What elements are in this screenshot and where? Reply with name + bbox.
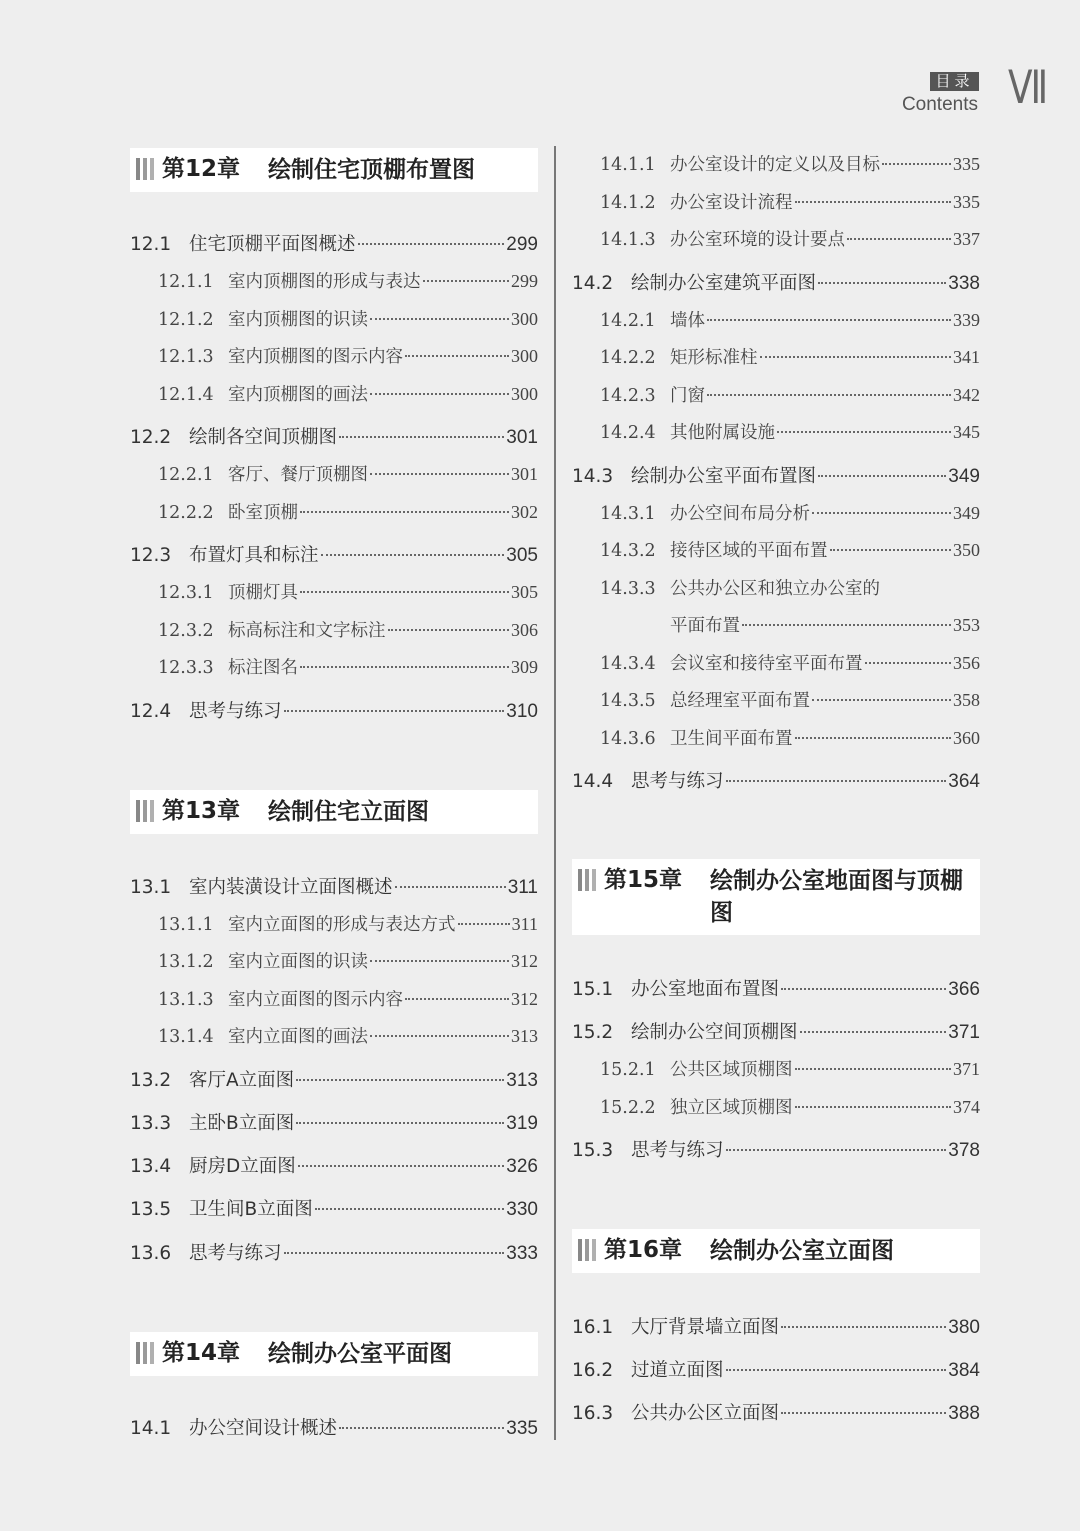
entry-page: 364 <box>948 771 980 792</box>
entry-title: 室内立面图的图示内容 <box>228 990 403 1010</box>
entry-page: 299 <box>511 271 538 291</box>
toc-entry-13-2[interactable] <box>130 1066 538 1094</box>
entry-number: 16.3 <box>572 1403 614 1424</box>
entry-title: 标注图名 <box>228 658 298 678</box>
chapter-number: 第13章 <box>162 798 241 824</box>
toc-entry-14-2-1[interactable] <box>572 307 980 335</box>
entry-page: 339 <box>953 310 980 330</box>
entry-title: 公共区域顶棚图 <box>670 1060 793 1080</box>
entry-page: 356 <box>953 653 980 673</box>
entry-page: 313 <box>511 1026 538 1046</box>
entry-title: 厨房D立面图 <box>189 1156 296 1177</box>
toc-entry-14-2-3[interactable] <box>572 382 980 410</box>
entry-title: 过道立面图 <box>631 1360 724 1381</box>
entry-number: 12.3.3 <box>158 658 214 678</box>
toc-entry-12-1-1[interactable] <box>130 268 538 296</box>
chapter-title: 绘制住宅顶棚布置图 <box>268 157 475 183</box>
leader-dots <box>370 393 509 395</box>
entry-page: 341 <box>953 347 980 367</box>
toc-entry-12-3-1[interactable] <box>130 579 538 607</box>
leader-dots <box>458 923 510 925</box>
entry-number: 13.3 <box>130 1113 172 1134</box>
entry-number: 12.1 <box>130 234 172 255</box>
entry-title: 顶棚灯具 <box>228 583 298 603</box>
entry-title: 室内顶棚图的识读 <box>228 310 368 330</box>
chapter-14-heading[interactable] <box>130 1332 538 1376</box>
entry-page: 335 <box>953 154 980 174</box>
toc-entry-12-1[interactable] <box>130 230 538 258</box>
leader-dots <box>405 355 509 357</box>
entry-title: 卫生间B立面图 <box>189 1199 313 1220</box>
leader-dots <box>395 886 506 888</box>
leader-dots <box>818 475 946 477</box>
entry-title: 总经理室平面布置 <box>670 691 810 711</box>
toc-entry-14-1[interactable] <box>130 1414 538 1442</box>
entry-title: 绘制各空间顶棚图 <box>189 427 338 448</box>
entry-title: 办公室设计流程 <box>670 193 793 213</box>
entry-page: 310 <box>506 701 538 722</box>
toc-entry-13-1-2[interactable] <box>130 948 538 976</box>
contents-subtitle: Contents <box>901 94 978 115</box>
leader-dots <box>315 1208 505 1210</box>
entry-title: 室内立面图的识读 <box>228 952 368 972</box>
leader-dots <box>726 1369 947 1371</box>
chapter-bars-icon <box>136 158 154 180</box>
entry-title: 思考与练习 <box>631 771 724 792</box>
entry-title: 标高标注和文字标注 <box>228 621 386 641</box>
entry-page: 335 <box>953 192 980 212</box>
entry-page: 378 <box>948 1140 980 1161</box>
entry-number: 12.2.2 <box>158 503 214 523</box>
entry-title: 室内顶棚图的画法 <box>228 385 368 405</box>
entry-number: 15.1 <box>572 979 614 1000</box>
entry-page: 371 <box>953 1059 980 1079</box>
entry-number: 15.2.2 <box>600 1098 656 1118</box>
leader-dots <box>405 998 509 1000</box>
leader-dots <box>370 318 509 320</box>
toc-entry-12-3[interactable] <box>130 541 538 569</box>
leader-dots <box>882 163 951 165</box>
entry-number: 12.1.1 <box>158 272 214 292</box>
entry-number: 14.3.1 <box>600 504 656 524</box>
entry-number: 16.2 <box>572 1360 614 1381</box>
entry-title: 室内顶棚图的形成与表达 <box>228 272 421 292</box>
column-divider <box>554 146 556 1440</box>
entry-title: 公共办公区和独立办公室的 <box>670 579 880 599</box>
entry-number: 12.3.2 <box>158 621 214 641</box>
toc-entry-16-1[interactable] <box>572 1313 980 1341</box>
chapter-title: 绘制办公室地面图与顶棚图 <box>710 868 963 926</box>
entry-number: 14.1 <box>130 1418 172 1439</box>
toc-entry-15-1[interactable] <box>572 975 980 1003</box>
entry-page: 335 <box>506 1418 538 1439</box>
entry-page: 300 <box>511 346 538 366</box>
toc-entry-15-3[interactable] <box>572 1136 980 1164</box>
toc-entry-14-3-3[interactable] <box>572 575 980 603</box>
entry-page: 312 <box>511 989 538 1009</box>
leader-dots <box>339 1427 504 1429</box>
entry-page: 299 <box>506 234 538 255</box>
toc-entry-12-3-2[interactable] <box>130 617 538 645</box>
entry-title: 门窗 <box>670 386 705 406</box>
entry-number: 12.1.2 <box>158 310 214 330</box>
entry-page: 374 <box>953 1097 980 1117</box>
entry-number: 12.1.4 <box>158 385 214 405</box>
entry-page: 311 <box>511 914 538 934</box>
entry-title: 客厅、餐厅顶棚图 <box>228 465 368 485</box>
toc-entry-12-1-3[interactable] <box>130 343 538 371</box>
entry-page: 326 <box>506 1156 538 1177</box>
entry-page: 358 <box>953 690 980 710</box>
entry-title: 室内立面图的形成与表达方式 <box>228 915 456 935</box>
entry-number: 13.1.3 <box>158 990 214 1010</box>
entry-page: 309 <box>511 657 538 677</box>
toc-entry-14-3-2[interactable] <box>572 537 980 565</box>
toc-entry-14-1-1[interactable] <box>572 151 980 179</box>
toc-entry-14-1-3[interactable] <box>572 226 980 254</box>
entry-title: 独立区域顶棚图 <box>670 1098 793 1118</box>
entry-page: 301 <box>506 427 538 448</box>
entry-number: 15.3 <box>572 1140 614 1161</box>
chapter-15-heading[interactable] <box>572 859 980 935</box>
entry-title: 办公室环境的设计要点 <box>670 230 845 250</box>
leader-dots <box>298 1165 505 1167</box>
leader-dots <box>296 1122 504 1124</box>
entry-title: 室内顶棚图的图示内容 <box>228 347 403 367</box>
entry-page: 366 <box>948 979 980 1000</box>
toc-entry-16-2[interactable] <box>572 1356 980 1384</box>
leader-dots <box>760 356 952 358</box>
leader-dots <box>777 431 951 433</box>
entry-number: 12.2 <box>130 427 172 448</box>
entry-page: 380 <box>948 1317 980 1338</box>
entry-title: 住宅顶棚平面图概述 <box>189 234 356 255</box>
entry-title: 主卧B立面图 <box>189 1113 295 1134</box>
leader-dots <box>865 662 952 664</box>
leader-dots <box>370 473 509 475</box>
entry-title: 思考与练习 <box>189 1243 282 1264</box>
entry-title: 矩形标准柱 <box>670 348 758 368</box>
toc-entry-14-2-4[interactable] <box>572 419 980 447</box>
toc-entry-14-2-2[interactable] <box>572 344 980 372</box>
leader-dots <box>781 1412 946 1414</box>
toc-entry-12-2-2[interactable] <box>130 499 538 527</box>
entry-page: 350 <box>953 540 980 560</box>
leader-dots <box>339 436 504 438</box>
leader-dots <box>300 511 509 513</box>
entry-title: 绘制办公室建筑平面图 <box>631 273 817 294</box>
entry-page: 333 <box>506 1243 538 1264</box>
entry-title: 卧室顶棚 <box>228 503 298 523</box>
page-number: Ⅶ <box>1008 62 1047 113</box>
chapter-number: 第14章 <box>162 1340 241 1366</box>
toc-entry-16-3[interactable] <box>572 1399 980 1427</box>
entry-number: 14.3 <box>572 466 614 487</box>
toc-entry-12-2-1[interactable] <box>130 461 538 489</box>
entry-number: 14.3.6 <box>600 729 656 749</box>
entry-number: 13.1.4 <box>158 1027 214 1047</box>
entry-number: 12.1.3 <box>158 347 214 367</box>
toc-entry-14-2[interactable] <box>572 269 980 297</box>
leader-dots <box>812 699 951 701</box>
entry-page: 311 <box>507 877 538 898</box>
toc-entry-12-1-2[interactable] <box>130 306 538 334</box>
entry-page: 301 <box>511 464 538 484</box>
entry-title: 办公室设计的定义以及目标 <box>670 155 880 175</box>
toc-entry-14-3[interactable] <box>572 462 980 490</box>
toc-entry-14-1-2[interactable] <box>572 189 980 217</box>
entry-page: 337 <box>953 229 980 249</box>
leader-dots <box>370 1035 509 1037</box>
entry-number: 14.2.1 <box>600 311 656 331</box>
toc-entry-14-3-3-cont[interactable] <box>572 612 980 640</box>
chapter-16-heading[interactable] <box>572 1229 980 1273</box>
entry-page: 345 <box>953 422 980 442</box>
entry-number: 12.2.1 <box>158 465 214 485</box>
entry-number: 16.1 <box>572 1317 614 1338</box>
toc-entry-12-3-3[interactable] <box>130 654 538 682</box>
entry-page: 384 <box>948 1360 980 1381</box>
entry-page: 330 <box>506 1199 538 1220</box>
toc-entry-15-2-2[interactable] <box>572 1094 980 1122</box>
entry-page: 305 <box>506 545 538 566</box>
entry-title: 布置灯具和标注 <box>189 545 319 566</box>
toc-entry-13-1-1[interactable] <box>130 911 538 939</box>
toc-entry-14-4[interactable] <box>572 767 980 795</box>
toc-entry-13-3[interactable] <box>130 1109 538 1137</box>
entry-number: 15.2.1 <box>600 1060 656 1080</box>
leader-dots <box>795 1068 952 1070</box>
leader-dots <box>726 1149 947 1151</box>
leader-dots <box>284 710 505 712</box>
leader-dots <box>707 394 951 396</box>
entry-title: 其他附属设施 <box>670 423 775 443</box>
chapter-title: 绘制办公室平面图 <box>268 1341 452 1367</box>
entry-number: 12.3 <box>130 545 172 566</box>
toc-entry-12-2[interactable] <box>130 423 538 451</box>
entry-title: 室内装潢设计立面图概述 <box>189 877 393 898</box>
toc-entry-13-5[interactable] <box>130 1195 538 1223</box>
toc-entry-13-1-3[interactable] <box>130 986 538 1014</box>
entry-title: 客厅A立面图 <box>189 1070 295 1091</box>
entry-title: 公共办公区立面图 <box>631 1403 780 1424</box>
entry-number: 13.6 <box>130 1243 172 1264</box>
toc-entry-12-1-4[interactable] <box>130 381 538 409</box>
chapter-bars-icon <box>136 1342 154 1364</box>
entry-number: 14.2 <box>572 273 614 294</box>
entry-page: 338 <box>948 273 980 294</box>
entry-number: 13.4 <box>130 1156 172 1177</box>
entry-number: 14.2.2 <box>600 348 656 368</box>
leader-dots <box>321 554 505 556</box>
entry-number: 14.2.4 <box>600 423 656 443</box>
entry-number: 14.2.3 <box>600 386 656 406</box>
leader-dots <box>781 1326 946 1328</box>
entry-page: 360 <box>953 728 980 748</box>
entry-title: 墙体 <box>670 311 705 331</box>
entry-page: 349 <box>948 466 980 487</box>
entry-page: 312 <box>511 951 538 971</box>
entry-page: 300 <box>511 309 538 329</box>
entry-page: 319 <box>506 1113 538 1134</box>
entry-number: 12.4 <box>130 701 172 722</box>
leader-dots <box>795 201 952 203</box>
leader-dots <box>781 988 946 990</box>
entry-page: 388 <box>948 1403 980 1424</box>
toc-entry-15-2[interactable] <box>572 1018 980 1046</box>
entry-title: 绘制办公室平面布置图 <box>631 466 817 487</box>
entry-title: 办公空间设计概述 <box>189 1418 338 1439</box>
toc-entry-13-1[interactable] <box>130 873 538 901</box>
toc-entry-14-3-6[interactable] <box>572 725 980 753</box>
chapter-bars-icon <box>578 1239 596 1261</box>
entry-title: 会议室和接待室平面布置 <box>670 654 863 674</box>
chapter-12-heading[interactable] <box>130 148 538 192</box>
toc-entry-15-2-1[interactable] <box>572 1056 980 1084</box>
entry-title: 卫生间平面布置 <box>670 729 793 749</box>
leader-dots <box>358 243 505 245</box>
leader-dots <box>812 512 951 514</box>
entry-number: 12.3.1 <box>158 583 214 603</box>
entry-number: 13.5 <box>130 1199 172 1220</box>
chapter-number: 第12章 <box>162 156 241 182</box>
chapter-number: 第16章 <box>604 1237 683 1263</box>
entry-number: 14.4 <box>572 771 614 792</box>
chapter-title: 绘制办公室立面图 <box>710 1238 894 1264</box>
toc-entry-13-4[interactable] <box>130 1152 538 1180</box>
leader-dots <box>300 666 509 668</box>
toc-entry-12-4[interactable] <box>130 697 538 725</box>
entry-page: 371 <box>948 1022 980 1043</box>
entry-number: 14.3.5 <box>600 691 656 711</box>
leader-dots <box>742 624 951 626</box>
entry-title: 平面布置 <box>670 616 740 636</box>
entry-page: 349 <box>953 503 980 523</box>
entry-title: 思考与练习 <box>631 1140 724 1161</box>
leader-dots <box>795 737 952 739</box>
leader-dots <box>707 319 951 321</box>
leader-dots <box>818 282 946 284</box>
toc-entry-14-3-4[interactable] <box>572 650 980 678</box>
entry-page: 302 <box>511 502 538 522</box>
entry-page: 306 <box>511 620 538 640</box>
leader-dots <box>388 629 510 631</box>
entry-title: 思考与练习 <box>189 701 282 722</box>
entry-title: 接待区域的平面布置 <box>670 541 828 561</box>
toc-entry-14-3-1[interactable] <box>572 500 980 528</box>
leader-dots <box>423 280 510 282</box>
leader-dots <box>800 1031 947 1033</box>
entry-title: 绘制办公空间顶棚图 <box>631 1022 798 1043</box>
toc-entry-13-1-4[interactable] <box>130 1023 538 1051</box>
entry-number: 15.2 <box>572 1022 614 1043</box>
entry-title: 办公空间布局分析 <box>670 504 810 524</box>
entry-number: 14.3.4 <box>600 654 656 674</box>
leader-dots <box>296 1079 504 1081</box>
entry-page: 300 <box>511 384 538 404</box>
entry-number: 14.3.2 <box>600 541 656 561</box>
entry-title: 办公室地面布置图 <box>631 979 780 1000</box>
entry-number: 14.3.3 <box>600 579 656 599</box>
leader-dots <box>830 549 952 551</box>
entry-page: 353 <box>953 615 980 635</box>
entry-number: 13.2 <box>130 1070 172 1091</box>
leader-dots <box>726 780 947 782</box>
leader-dots <box>795 1106 952 1108</box>
entry-page: 305 <box>511 582 538 602</box>
entry-number: 13.1.1 <box>158 915 214 935</box>
leader-dots <box>370 960 509 962</box>
entry-number: 14.1.2 <box>600 193 656 213</box>
contents-label: 目录 <box>930 72 979 91</box>
entry-title: 室内立面图的画法 <box>228 1027 368 1047</box>
entry-number: 13.1 <box>130 877 172 898</box>
entry-number: 14.1.1 <box>600 155 656 175</box>
chapter-bars-icon <box>578 869 596 891</box>
leader-dots <box>300 591 509 593</box>
toc-entry-13-6[interactable] <box>130 1239 538 1267</box>
entry-title: 大厅背景墙立面图 <box>631 1317 780 1338</box>
entry-page: 313 <box>506 1070 538 1091</box>
toc-entry-14-3-5[interactable] <box>572 687 980 715</box>
chapter-13-heading[interactable] <box>130 790 538 834</box>
leader-dots <box>847 238 951 240</box>
entry-number: 14.1.3 <box>600 230 656 250</box>
chapter-bars-icon <box>136 800 154 822</box>
entry-page: 342 <box>953 385 980 405</box>
entry-number: 13.1.2 <box>158 952 214 972</box>
leader-dots <box>284 1252 505 1254</box>
chapter-title: 绘制住宅立面图 <box>268 799 429 825</box>
chapter-number: 第15章 <box>604 867 683 893</box>
